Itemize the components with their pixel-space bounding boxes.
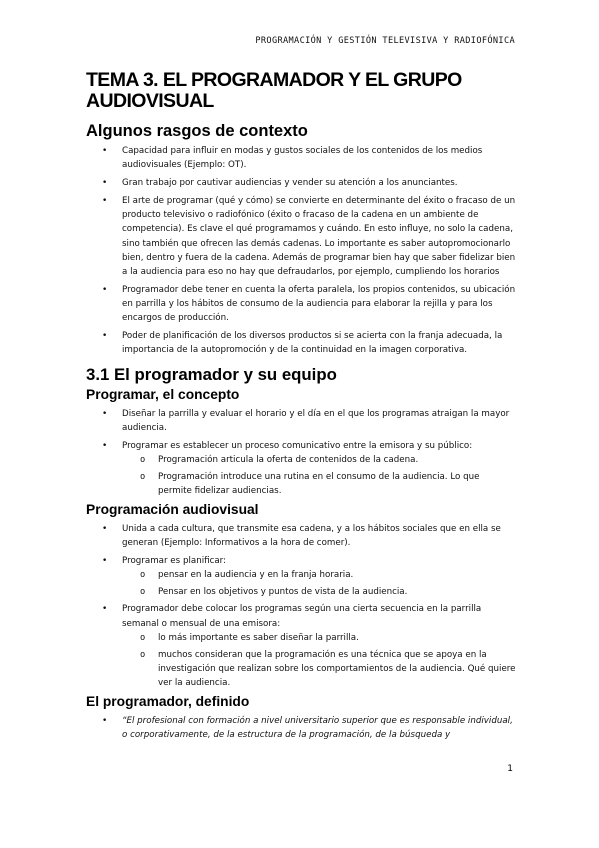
list-item: • El arte de programar (qué y cómo) se convierte en determinante del éxito o fracaso de un producto televisivo o radiofónico (éxito o fracaso de la cadena en un ambiente de competencia). Es clave el qué programamos y cuándo. En esto influye, no solo la cadena, sino también que ofrecen las demás cadenas. Lo importante es saber autopromocionarlo bien, dentro y fuera de la cadena. Además de programar bien hay que saber fidelizar bien a la audiencia para eso no hay que defraudarlos, por ejemplo, cumpliendo los horarios (86, 194, 516, 280)
subheading-programar-concepto: Programar, el concepto (86, 386, 240, 402)
sublist-item: o pensar en la audiencia y en la franja horaria. (122, 568, 516, 582)
list-item: • Unida a cada cultura, que transmite esa cadena, y a los hábitos sociales que en ella se generan (Ejemplo: Informativos a la hora de comer). (86, 522, 516, 551)
page-content (86, 70, 516, 746)
sublist-item: o muchos consideran que la programación es una técnica que se apoya en la investigación que realizan sobre los comportamientos de la audiencia. Qué quiere ver la audiencia. (122, 648, 516, 691)
list-item-quote: • “El profesional con formación a nivel universitario superior que es responsable individual, o corporativamente, de la estructura de la programación, de la búsqueda y (86, 714, 516, 743)
subheading-programador-definido: El programador, definido (86, 693, 250, 709)
list-item-text: Programador debe colocar los programas según una cierta secuencia en la parrilla semanal o mensual de una emisora: (122, 604, 482, 629)
subheading-programacion-audiovisual: Programación audiovisual (86, 501, 259, 517)
list-item (86, 554, 516, 599)
contexto-list (86, 144, 516, 358)
list-item (86, 602, 516, 690)
sublist-item: o lo más importante es saber diseñar la parrilla. (122, 631, 516, 645)
sublist-item: o Programación articula la oferta de contenidos de la cadena. (122, 453, 516, 467)
list-item-text: Programar es establecer un proceso comunicativo entre la emisora y su público: (122, 440, 473, 451)
page-number: 1 (507, 764, 513, 774)
page-title: TEMA 3. EL PROGRAMADOR Y EL GRUPO AUDIOVISUAL (86, 69, 462, 112)
section-heading-programador-equipo: 3.1 El programador y su equipo (86, 364, 337, 384)
concepto-list (86, 407, 516, 499)
sublist (122, 453, 516, 498)
section-heading-contexto: Algunos rasgos de contexto (86, 122, 308, 140)
list-item: • Poder de planificación de los diversos productos si se acierta con la franja adecuada, la importancia de la autopromoción y de la continuidad en la imagen corporativa. (86, 329, 516, 358)
sublist (122, 568, 516, 599)
audiovisual-list (86, 522, 516, 691)
list-item-text: Programar es planificar: (122, 555, 227, 566)
sublist-item: o Pensar en los objetivos y puntos de vista de la audiencia. (122, 585, 516, 599)
sublist (122, 631, 516, 691)
list-item: • Capacidad para influir en modas y gustos sociales de los contenidos de los medios audiovisuales (Ejemplo: OT). (86, 144, 516, 173)
list-item (86, 439, 516, 499)
sublist-item: o Programación introduce una rutina en el consumo de la audiencia. Lo que permite fidelizar audiencias. (122, 470, 516, 499)
running-header: PROGRAMACIÓN Y GESTIÓN TELEVISIVA Y RADIOFÓNICA (255, 36, 515, 46)
list-item: • Diseñar la parrilla y evaluar el horario y el día en el que los programas atraigan la mayor audiencia. (86, 407, 516, 436)
list-item: • Programador debe tener en cuenta la oferta paralela, los propios contenidos, su ubicación en parrilla y los hábitos de consumo de la audiencia para elaborar la rejilla y para los encargos de producción. (86, 283, 516, 326)
list-item: • Gran trabajo por cautivar audiencias y vender su atención a los anunciantes. (86, 176, 516, 190)
definido-list (86, 714, 516, 743)
